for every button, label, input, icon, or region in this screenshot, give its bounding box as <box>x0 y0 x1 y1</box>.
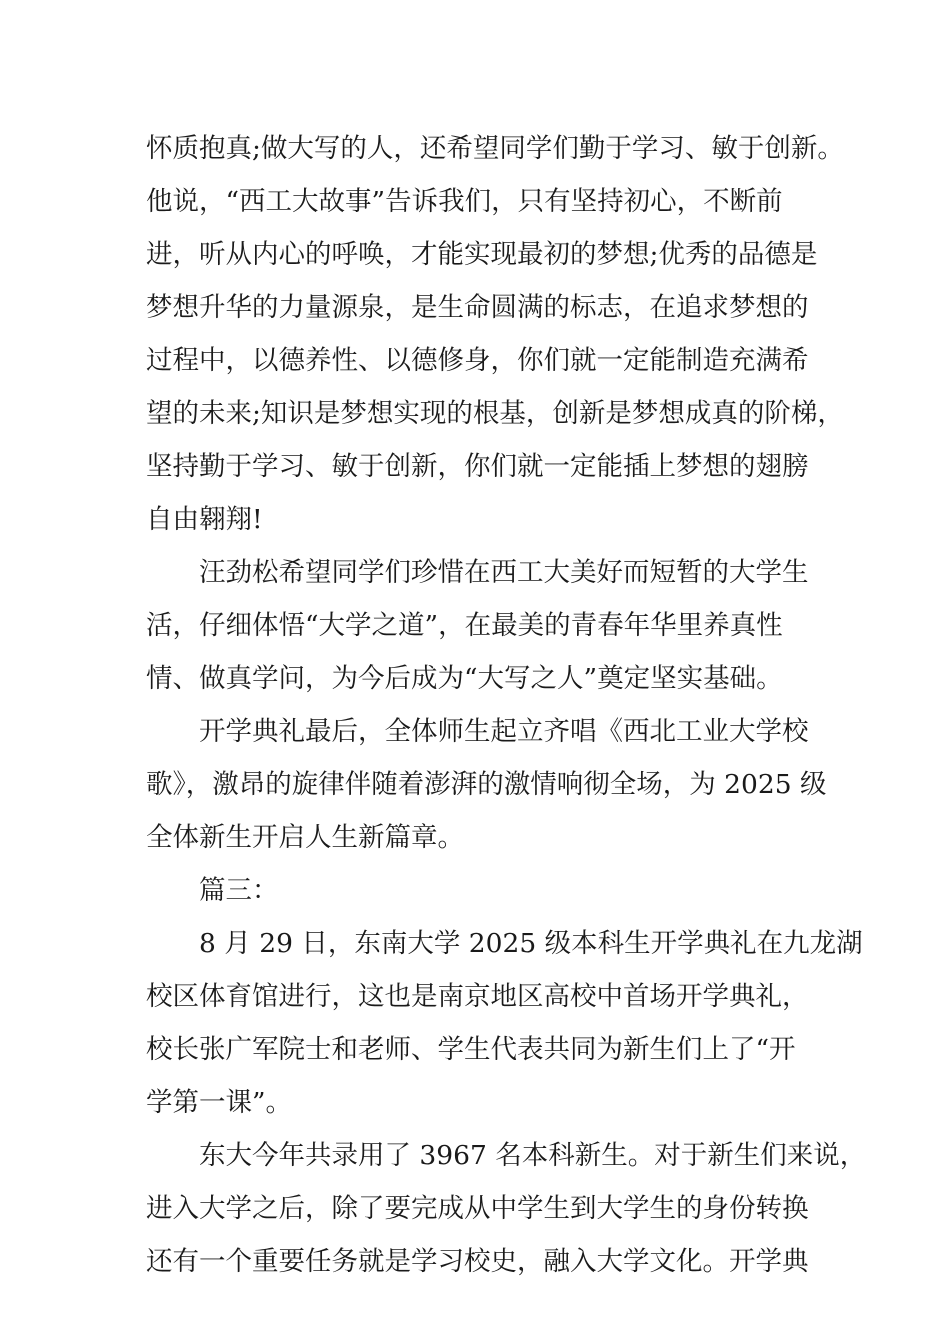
text-line: 自由翱翔! <box>146 504 263 535</box>
section-heading: 篇三： <box>199 875 279 906</box>
paragraph-first-line: 汪劲松希望同学们珍惜在西工大美好而短暂的大学生 <box>199 557 809 588</box>
text-line: 怀质抱真;做大写的人，还希望同学们勤于学习、敏于创新。 <box>146 133 844 164</box>
text-line: 还有一个重要任务就是学习校史，融入大学文化。开学典 <box>146 1246 809 1277</box>
text-line: 望的未来;知识是梦想实现的根基，创新是梦想成真的阶梯， <box>146 398 844 429</box>
paragraph-first-line: 东大今年共录用了 3967 名本科新生。对于新生们来说， <box>199 1140 867 1171</box>
paragraph-first-line: 开学典礼最后，全体师生起立齐唱《西北工业大学校 <box>199 716 809 747</box>
text-line: 坚持勤于学习、敏于创新，你们就一定能插上梦想的翅膀 <box>146 451 809 482</box>
body-text <box>146 122 867 1288</box>
text-line: 他说，“西工大故事”告诉我们，只有坚持初心，不断前 <box>146 186 783 217</box>
text-line: 梦想升华的力量源泉，是生命圆满的标志，在追求梦想的 <box>146 292 809 323</box>
text-line: 校长张广军院士和老师、学生代表共同为新生们上了“开 <box>146 1034 796 1065</box>
text-line: 校区体育馆进行，这也是南京地区高校中首场开学典礼， <box>146 981 809 1012</box>
paragraph-first-line: 8 月 29 日，东南大学 2025 级本科生开学典礼在九龙湖 <box>199 928 863 959</box>
text-line: 进，听从内心的呼唤，才能实现最初的梦想;优秀的品德是 <box>146 239 818 270</box>
text-line: 进入大学之后，除了要完成从中学生到大学生的身份转换 <box>146 1193 809 1224</box>
text-line: 学第一课”。 <box>146 1087 293 1118</box>
text-line: 活，仔细体悟“大学之道”，在最美的青春年华里养真性 <box>146 610 783 641</box>
text-line: 歌》，激昂的旋律伴随着澎湃的激情响彻全场，为 2025 级 <box>146 769 827 800</box>
text-line: 全体新生开启人生新篇章。 <box>146 822 464 853</box>
text-line: 过程中，以德养性、以德修身，你们就一定能制造充满希 <box>146 345 809 376</box>
text-line: 情、做真学问，为今后成为“大写之人”奠定坚实基础。 <box>146 663 783 694</box>
